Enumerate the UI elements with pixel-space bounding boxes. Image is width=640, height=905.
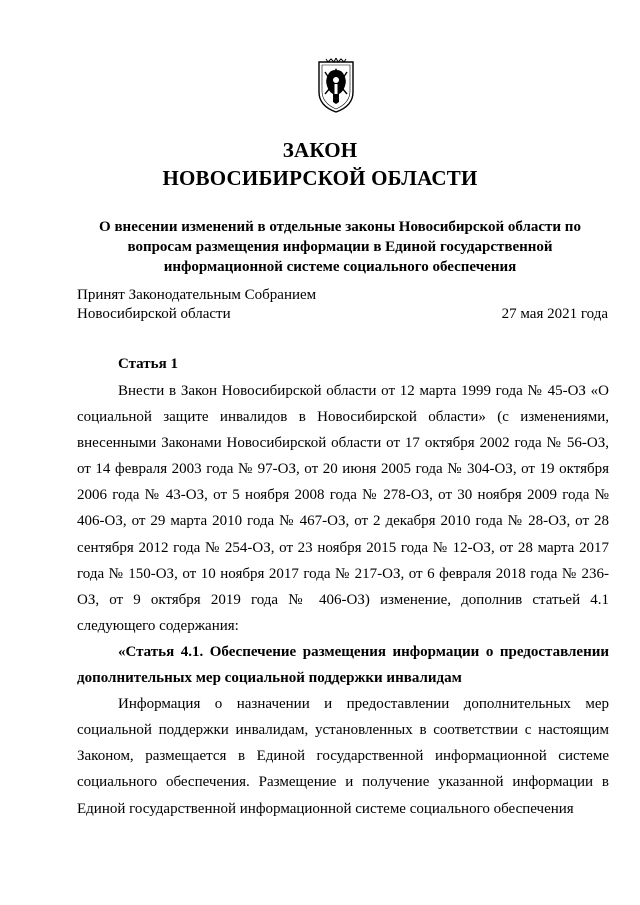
adoption-line-2: Новосибирской области xyxy=(77,306,231,322)
article-paragraph-2: Информация о назначении и предоставлении дополнительных мер социальной поддержки инвалидам, установленных в соответствии с настоящим Законом, размещается в Единой государственной информационной системе социального обеспечения. Размещение и получение указанной информации в Единой государственной информационной системе социального обеспечения xyxy=(77,696,609,817)
novosibirsk-coat-of-arms-icon xyxy=(315,58,357,114)
law-subject-heading: О внесении изменений в отдельные законы Новосибирской области по вопросам размещения информации в Единой государственной информационной системе социального обеспечения xyxy=(99,219,581,275)
law-title: ЗАКОН xyxy=(282,138,358,162)
law-region-title: НОВОСИБИРСКОЙ ОБЛАСТИ xyxy=(162,166,478,190)
article-subheading: «Статья 4.1. Обеспечение размещения информации о предоставлении дополнительных мер социальной поддержки инвалидам xyxy=(77,643,609,687)
adoption-info xyxy=(77,286,316,324)
article-paragraph-1: Внести в Закон Новосибирской области от 12 марта 1999 года № 45-ОЗ «О социальной защите инвалидов в Новосибирской области» (с изменениями, внесенными Законами Новосибирской области от 17 октября 2002 года № 56-ОЗ, от 14 февраля 2003 года № 97-ОЗ, от 20 июня 2005 года № 304-ОЗ, от 19 октября 2006 года № 43-ОЗ, от 5 ноября 2008 года № 278-ОЗ, от 30 ноября 2009 года № 406-ОЗ, от 29 марта 2010 года № 467-ОЗ, от 2 декабря 2010 года № 28-ОЗ, от 28 сентября 2012 года № 254-ОЗ, от 23 ноября 2015 года № 12-ОЗ, от 28 марта 2017 года № 150-ОЗ, от 10 ноября 2017 года № 217-ОЗ, от 6 февраля 2018 года № 236-ОЗ, от 9 октября 2019 года № 406-ОЗ) изменение, дополнив статьей 4.1 следующего содержания: xyxy=(77,383,609,634)
article-heading: Статья 1 xyxy=(118,356,178,372)
article-body xyxy=(77,378,609,822)
adoption-line-1: Принят Законодательным Собранием xyxy=(77,287,317,303)
adoption-date: 27 мая 2021 года xyxy=(501,306,608,322)
